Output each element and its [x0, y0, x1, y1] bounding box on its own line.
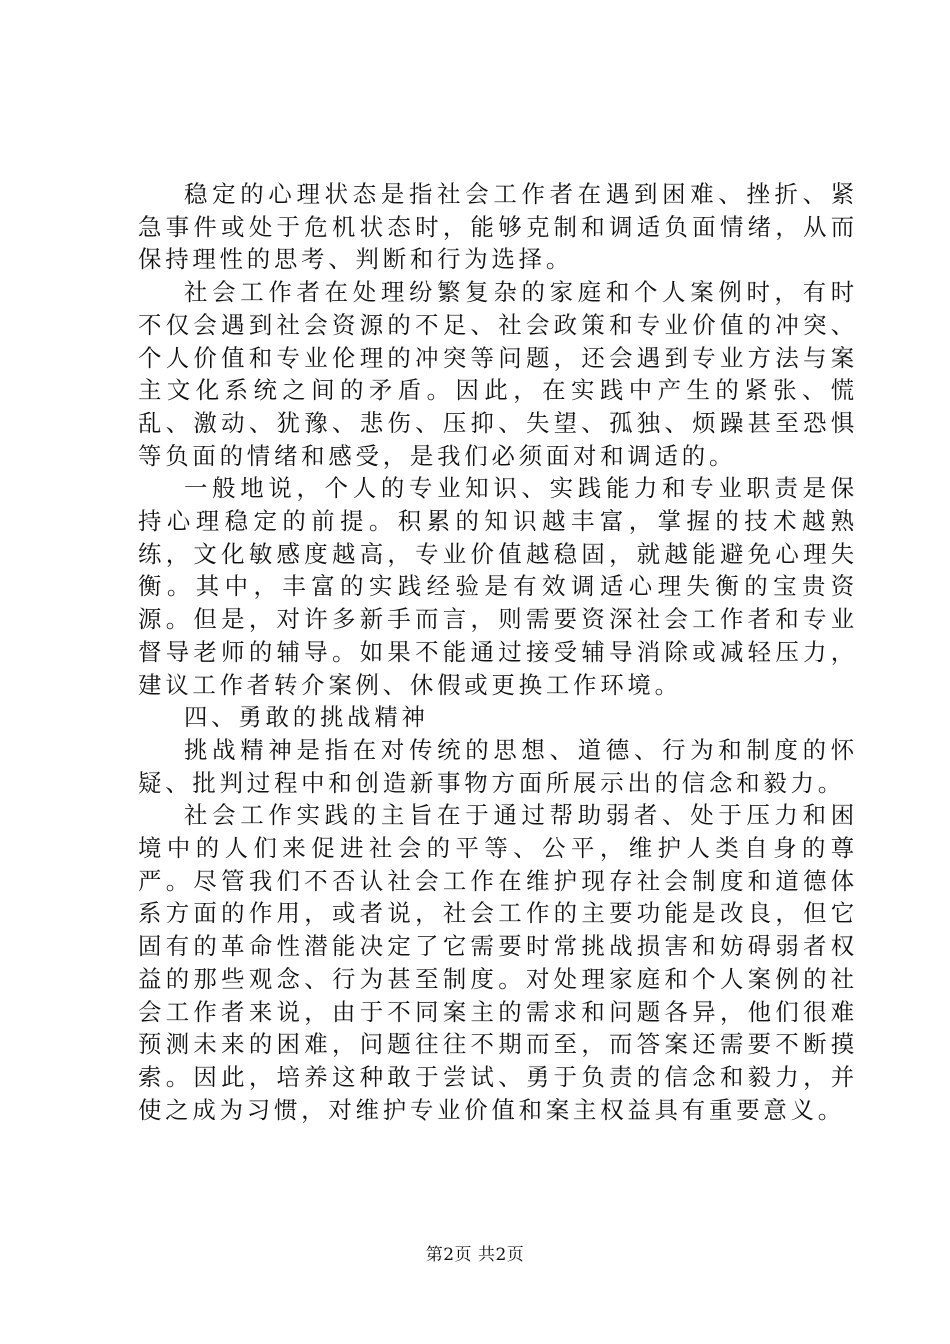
page-number-footer: 第2页 共2页 — [425, 1245, 525, 1265]
paragraph-social-work-purpose: 社会工作实践的主旨在于通过帮助弱者、处于压力和困境中的人们来促进社会的平等、公平，维护人类自身的尊严。尽管我们不否认社会工作在维护现存社会制度和道德体系方面的作用，或者说，社会工作的主要功能是改良，但它固有的革命性潜能决定了它需要时常挑战损害和妨碍弱者权益的那些观念、行为甚至制度。对处理家庭和个人案例的社会工作者来说，由于不同案主的需求和问题各异，他们很难预测未来的困难，问题往往不期而至，而答案还需要不断摸索。因此，培养这种敢于尝试、勇于负责的信念和毅力，并使之成为习惯，对维护专业价值和案主权益具有重要意义。 — [138, 801, 858, 1124]
paragraph-psychological-stability: 一般地说，个人的专业知识、实践能力和专业职责是保持心理稳定的前提。积累的知识越丰富，掌握的技术越熟练，文化敏感度越高，专业价值越稳固，就越能避免心理失衡。其中，丰富的实践经验是有效调适心理失衡的宝贵资源。但是，对许多新手而言，则需要资深社会工作者和专业督导老师的辅导。如果不能通过接受辅导消除或减轻压力，建议工作者转介案例、休假或更换工作环境。 — [138, 474, 858, 699]
paragraph-case-pressures: 社会工作者在处理纷繁复杂的家庭和个人案例时，有时不仅会遇到社会资源的不足、社会政策和专业价值的冲突、个人价值和专业伦理的冲突等问题，还会遇到专业方法与案主文化系统之间的矛盾。因此，在实践中产生的紧张、慌乱、激动、犹豫、悲伤、压抑、失望、孤独、烦躁甚至恐惧等负面的情绪和感受，是我们必须面对和调适的。 — [138, 278, 858, 470]
body-text — [138, 178, 858, 1126]
paragraph-challenge-definition: 挑战精神是指在对传统的思想、道德、行为和制度的怀疑、批判过程中和创造新事物方面所展示出的信念和毅力。 — [138, 735, 858, 797]
paragraph-stable-mind-definition: 稳定的心理状态是指社会工作者在遇到困难、挫折、紧急事件或处于危机状态时，能够克制和调适负面情绪，从而保持理性的思考、判断和行为选择。 — [138, 180, 858, 274]
section-heading-challenge-spirit: 四、勇敢的挑战精神 — [184, 703, 429, 732]
